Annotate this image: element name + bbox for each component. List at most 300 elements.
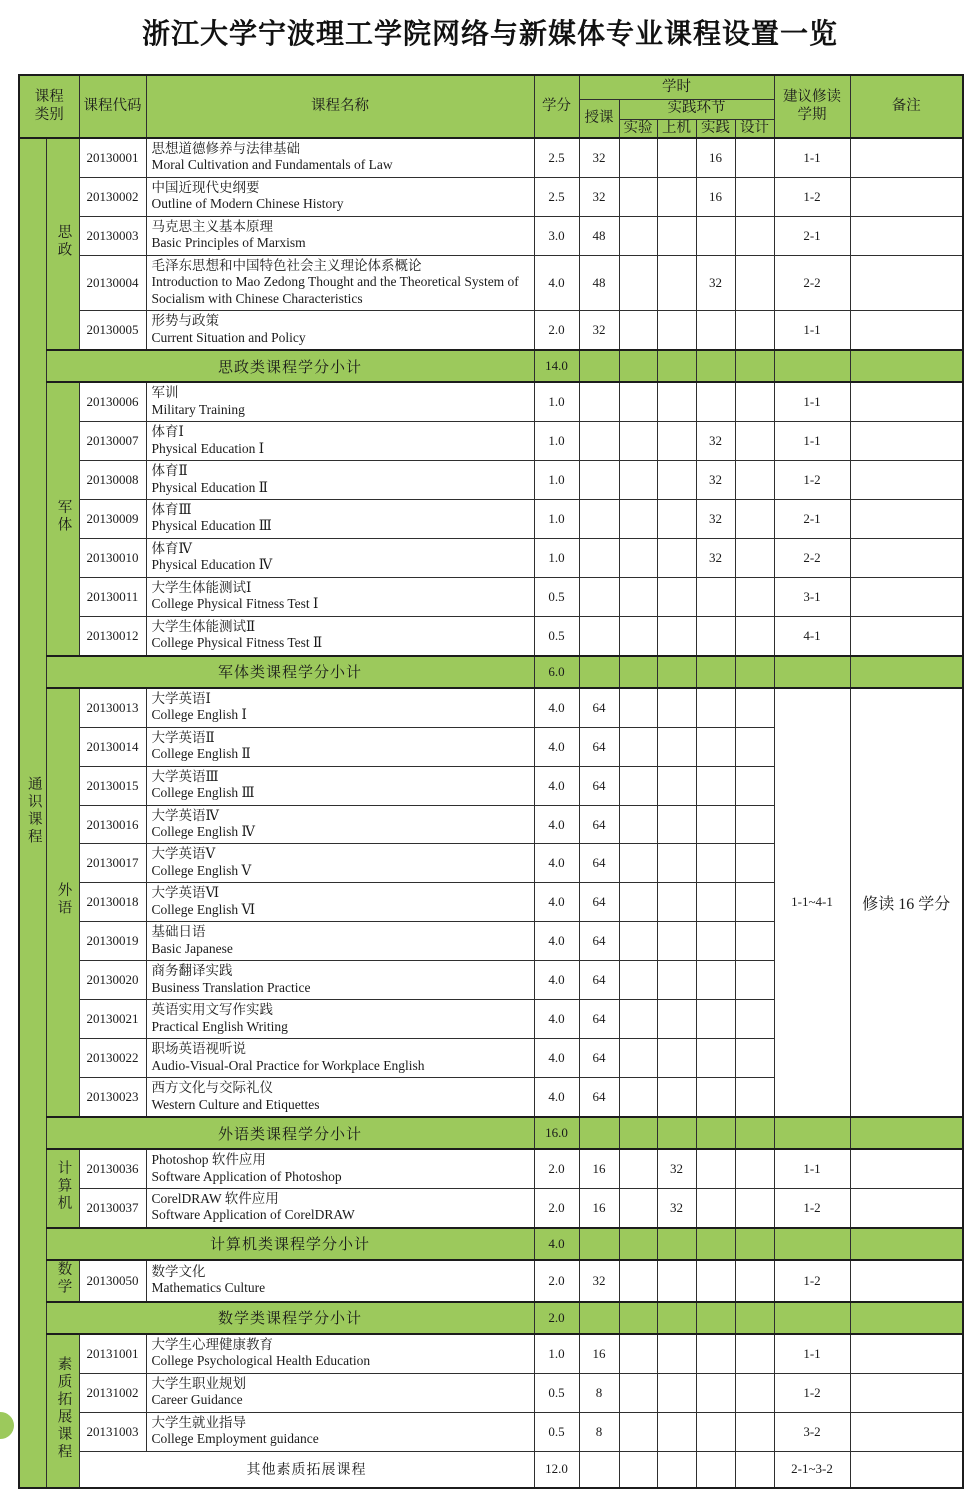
cell-notes xyxy=(850,1451,963,1488)
cell-hours-computer xyxy=(657,961,696,1000)
course-name-cn: 基础日语 xyxy=(151,924,206,940)
cell-hours-lecture: 64 xyxy=(579,688,619,727)
cell-hours-practice: 32 xyxy=(696,461,735,500)
course-row xyxy=(19,688,963,727)
cell-hours-practice xyxy=(696,1039,735,1078)
cell-hours-practice xyxy=(696,688,735,727)
cell-course-name xyxy=(146,805,534,844)
course-row xyxy=(19,311,963,350)
cell-hours-credits: 0.5 xyxy=(534,577,579,616)
course-row xyxy=(19,422,963,461)
cell-hours-lecture: 16 xyxy=(579,1334,619,1373)
cell-course-code: 20130037 xyxy=(79,1188,146,1227)
cell-hours-credits: 1.0 xyxy=(534,461,579,500)
course-name-en: Basic Japanese xyxy=(151,940,233,956)
course-name-en: College Psychological Health Education xyxy=(151,1353,371,1369)
cell-hours-computer xyxy=(657,688,696,727)
cell-hours-design xyxy=(735,883,774,922)
cell-hours-credits: 4.0 xyxy=(534,883,579,922)
subtotal-credits: 4.0 xyxy=(534,1228,579,1260)
cell-hours-experiment xyxy=(619,422,657,461)
cell-course-name xyxy=(146,538,534,577)
subtotal-credits: 2.0 xyxy=(534,1302,579,1334)
cell-hours-practice xyxy=(696,805,735,844)
cell-notes xyxy=(850,461,963,500)
cell-course-name xyxy=(146,255,534,310)
subtotal-row xyxy=(19,350,963,382)
cell-hours-credits: 1.0 xyxy=(534,422,579,461)
cell-hours-experiment xyxy=(619,1334,657,1373)
cell-course-code: 20130050 xyxy=(79,1260,146,1302)
cell-semester: 1-2 xyxy=(774,1188,850,1227)
course-name-cn: 大学生心理健康教育 xyxy=(151,1336,273,1352)
cell-hours-computer xyxy=(657,177,696,216)
course-name-en: College English Ⅴ xyxy=(151,862,252,878)
cell-category-group-label: 通识课程 xyxy=(25,775,42,846)
cell-hours-practice: 32 xyxy=(696,255,735,310)
subtotal-empty-cell xyxy=(657,1117,696,1149)
cell-course-code: 20130016 xyxy=(79,805,146,844)
cell-course-code: 20130020 xyxy=(79,961,146,1000)
course-name-en: College English Ⅲ xyxy=(151,785,255,801)
cell-hours-computer: 32 xyxy=(657,1149,696,1188)
cell-hours-experiment xyxy=(619,1373,657,1412)
other-courses-label: 其他素质拓展课程 xyxy=(79,1451,534,1488)
cell-course-name xyxy=(146,1149,534,1188)
cell-semester: 3-1 xyxy=(774,577,850,616)
cell-hours-experiment xyxy=(619,1039,657,1078)
subtotal-empty-cell xyxy=(735,350,774,382)
cell-course-name xyxy=(146,138,534,177)
other-courses-row xyxy=(19,1451,963,1488)
cell-hours-practice xyxy=(696,577,735,616)
other-courses-empty-cell xyxy=(657,1451,696,1488)
cell-hours-lecture xyxy=(579,499,619,538)
course-row xyxy=(19,216,963,255)
cell-hours-lecture: 64 xyxy=(579,727,619,766)
course-name-en: College English Ⅱ xyxy=(151,746,251,762)
cell-hours-lecture: 64 xyxy=(579,883,619,922)
cell-course-code: 20130015 xyxy=(79,766,146,805)
subtotal-label: 思政类课程学分小计 xyxy=(46,350,534,382)
cell-semester: 1-1 xyxy=(774,422,850,461)
cell-course-name xyxy=(146,1412,534,1451)
cell-hours-practice: 32 xyxy=(696,422,735,461)
cell-hours-lecture: 16 xyxy=(579,1149,619,1188)
cell-hours-experiment xyxy=(619,961,657,1000)
subtotal-empty-cell xyxy=(850,656,963,688)
cell-hours-design xyxy=(735,1188,774,1227)
course-row xyxy=(19,255,963,310)
subtotal-empty-cell xyxy=(696,1117,735,1149)
course-row xyxy=(19,538,963,577)
cell-notes xyxy=(850,216,963,255)
cell-hours-lecture: 8 xyxy=(579,1373,619,1412)
course-name-cn: 大学英语Ⅲ xyxy=(151,768,219,784)
cell-notes: 修读 16 学分 xyxy=(850,688,963,1117)
course-row xyxy=(19,138,963,177)
subtotal-credits: 16.0 xyxy=(534,1117,579,1149)
cell-hours-credits: 1.0 xyxy=(534,1334,579,1373)
cell-hours-credits: 4.0 xyxy=(534,1078,579,1117)
cell-course-code: 20130003 xyxy=(79,216,146,255)
subtotal-empty-cell xyxy=(735,1117,774,1149)
header-computer: 上机 xyxy=(657,119,696,138)
cell-course-code: 20130036 xyxy=(79,1149,146,1188)
course-name-en: Physical Education Ⅱ xyxy=(151,479,268,495)
cell-category xyxy=(46,688,79,1117)
cell-hours-experiment xyxy=(619,922,657,961)
cell-category-label: 计算机 xyxy=(55,1159,72,1213)
cell-hours-design xyxy=(735,961,774,1000)
cell-notes xyxy=(850,1373,963,1412)
cell-course-name xyxy=(146,1373,534,1412)
cell-hours-practice xyxy=(696,922,735,961)
cell-notes xyxy=(850,177,963,216)
course-name-cn: 英语实用文写作实践 xyxy=(151,1002,273,1018)
cell-semester: 2-1~3-2 xyxy=(774,1451,850,1488)
cell-category xyxy=(46,1149,79,1228)
cell-hours-computer xyxy=(657,1078,696,1117)
cell-course-code: 20130004 xyxy=(79,255,146,310)
cell-hours-design xyxy=(735,844,774,883)
cell-hours-experiment xyxy=(619,1078,657,1117)
cell-course-code: 20131001 xyxy=(79,1334,146,1373)
cell-hours-experiment xyxy=(619,499,657,538)
cell-hours-credits: 4.0 xyxy=(534,688,579,727)
cell-hours-lecture xyxy=(579,382,619,421)
course-row xyxy=(19,616,963,655)
cell-hours-lecture: 48 xyxy=(579,255,619,310)
cell-hours-lecture: 64 xyxy=(579,805,619,844)
header-design: 设计 xyxy=(735,119,774,138)
cell-hours-computer xyxy=(657,422,696,461)
cell-hours-credits: 4.0 xyxy=(534,961,579,1000)
cell-course-name xyxy=(146,883,534,922)
cell-hours-credits: 0.5 xyxy=(534,1373,579,1412)
cell-hours-credits: 2.0 xyxy=(534,1188,579,1227)
cell-hours-lecture: 64 xyxy=(579,1000,619,1039)
header-code: 课程代码 xyxy=(79,75,146,138)
cell-hours-practice: 16 xyxy=(696,177,735,216)
cell-hours-lecture xyxy=(579,577,619,616)
subtotal-empty-cell xyxy=(619,1228,657,1260)
cell-hours-design xyxy=(735,1412,774,1451)
cell-course-code: 20130006 xyxy=(79,382,146,421)
subtotal-credits: 14.0 xyxy=(534,350,579,382)
cell-hours-credits: 4.0 xyxy=(534,766,579,805)
subtotal-empty-cell xyxy=(774,350,850,382)
cell-hours-credits: 4.0 xyxy=(534,1000,579,1039)
cell-course-code: 20131003 xyxy=(79,1412,146,1451)
course-name-cn: 大学生体能测试Ⅰ xyxy=(151,579,252,595)
cell-hours-computer xyxy=(657,216,696,255)
cell-hours-practice xyxy=(696,616,735,655)
cell-course-code: 20131002 xyxy=(79,1373,146,1412)
subtotal-row xyxy=(19,656,963,688)
cell-course-name xyxy=(146,766,534,805)
subtotal-credits: 6.0 xyxy=(534,656,579,688)
course-name-cn: 中国近现代史纲要 xyxy=(151,179,260,195)
cell-hours-practice xyxy=(696,844,735,883)
course-row xyxy=(19,1260,963,1302)
cell-hours-experiment xyxy=(619,727,657,766)
cell-hours-experiment xyxy=(619,1260,657,1302)
cell-hours-credits: 4.0 xyxy=(534,1039,579,1078)
cell-semester: 1-1 xyxy=(774,1334,850,1373)
cell-notes xyxy=(850,538,963,577)
cell-hours-experiment xyxy=(619,177,657,216)
subtotal-empty-cell xyxy=(850,1302,963,1334)
cell-hours-computer xyxy=(657,255,696,310)
course-row xyxy=(19,177,963,216)
header-name: 课程名称 xyxy=(146,75,534,138)
cell-hours-design xyxy=(735,727,774,766)
cell-course-code: 20130009 xyxy=(79,499,146,538)
course-name-cn: 数学文化 xyxy=(151,1263,206,1279)
subtotal-empty-cell xyxy=(619,1117,657,1149)
cell-hours-credits: 4.0 xyxy=(534,805,579,844)
cell-course-name xyxy=(146,1000,534,1039)
course-name-cn: 大学英语Ⅰ xyxy=(151,690,211,706)
cell-hours-computer xyxy=(657,922,696,961)
cell-hours-credits: 1.0 xyxy=(534,538,579,577)
header-credits: 学分 xyxy=(534,75,579,138)
cell-hours-practice xyxy=(696,1334,735,1373)
cell-course-name xyxy=(146,1188,534,1227)
subtotal-empty-cell xyxy=(696,1228,735,1260)
header-notes: 备注 xyxy=(850,75,963,138)
cell-hours-design xyxy=(735,1149,774,1188)
cell-hours-computer xyxy=(657,461,696,500)
cell-hours-experiment xyxy=(619,616,657,655)
subtotal-empty-cell xyxy=(657,1228,696,1260)
cell-course-name xyxy=(146,616,534,655)
subtotal-empty-cell xyxy=(657,656,696,688)
cell-hours-design xyxy=(735,805,774,844)
cell-hours-lecture: 64 xyxy=(579,1078,619,1117)
cell-hours-computer xyxy=(657,1412,696,1451)
subtotal-empty-cell xyxy=(579,350,619,382)
course-name-en: Outline of Modern Chinese History xyxy=(151,196,344,212)
cell-course-name xyxy=(146,1039,534,1078)
cell-hours-lecture: 8 xyxy=(579,1412,619,1451)
page-title: 浙江大学宁波理工学院网络与新媒体专业课程设置一览 xyxy=(141,17,838,50)
cell-hours-experiment xyxy=(619,382,657,421)
cell-hours-practice xyxy=(696,1373,735,1412)
course-table xyxy=(18,74,964,1489)
course-row xyxy=(19,577,963,616)
cell-hours-credits: 0.5 xyxy=(534,616,579,655)
course-name-en: Software Application of CorelDRAW xyxy=(151,1207,355,1223)
cell-hours-design xyxy=(735,311,774,350)
cell-hours-lecture: 64 xyxy=(579,1039,619,1078)
subtotal-empty-cell xyxy=(774,1302,850,1334)
other-courses-empty-cell xyxy=(619,1451,657,1488)
course-name-cn: CorelDRAW 软件应用 xyxy=(151,1190,279,1206)
course-name-en: Basic Principles of Marxism xyxy=(151,235,306,251)
cell-hours-computer xyxy=(657,1260,696,1302)
course-name-cn: 大学生职业规划 xyxy=(151,1375,246,1391)
other-courses-empty-cell xyxy=(696,1451,735,1488)
course-name-en: Moral Cultivation and Fundamentals of Law xyxy=(151,157,393,173)
cell-semester: 1-2 xyxy=(774,1260,850,1302)
cell-hours-design xyxy=(735,538,774,577)
subtotal-empty-cell xyxy=(735,1228,774,1260)
subtotal-label: 外语类课程学分小计 xyxy=(46,1117,534,1149)
cell-notes xyxy=(850,499,963,538)
cell-hours-credits: 2.0 xyxy=(534,311,579,350)
cell-course-name xyxy=(146,1334,534,1373)
cell-hours-computer xyxy=(657,1000,696,1039)
cell-hours-practice xyxy=(696,1078,735,1117)
course-name-cn: 体育Ⅳ xyxy=(151,540,192,556)
cell-course-code: 20130023 xyxy=(79,1078,146,1117)
header-practice: 实践 xyxy=(696,119,735,138)
subtotal-label: 数学类课程学分小计 xyxy=(46,1302,534,1334)
cell-semester: 1-1 xyxy=(774,382,850,421)
cell-hours-practice xyxy=(696,1149,735,1188)
other-courses-credits: 12.0 xyxy=(534,1451,579,1488)
course-name-cn: 大学英语Ⅱ xyxy=(151,729,215,745)
cell-hours-design xyxy=(735,1000,774,1039)
subtotal-row xyxy=(19,1117,963,1149)
cell-hours-design xyxy=(735,422,774,461)
cell-hours-practice xyxy=(696,216,735,255)
cell-hours-lecture: 32 xyxy=(579,1260,619,1302)
cell-hours-experiment xyxy=(619,1412,657,1451)
cell-hours-design xyxy=(735,216,774,255)
course-name-cn: 思想道德修养与法律基础 xyxy=(151,141,300,156)
cell-hours-lecture: 32 xyxy=(579,138,619,177)
cell-hours-credits: 2.5 xyxy=(534,138,579,177)
cell-hours-practice xyxy=(696,727,735,766)
course-row xyxy=(19,1149,963,1188)
cell-notes xyxy=(850,1149,963,1188)
cell-course-name xyxy=(146,216,534,255)
cell-semester: 2-1 xyxy=(774,216,850,255)
subtotal-empty-cell xyxy=(850,1117,963,1149)
header-hours: 学时 xyxy=(579,75,774,99)
course-name-cn: 毛泽东思想和中国特色社会主义理论体系概论 xyxy=(151,257,422,273)
course-name-cn: 职场英语视听说 xyxy=(151,1041,246,1057)
cell-hours-lecture: 64 xyxy=(579,766,619,805)
cell-hours-computer xyxy=(657,499,696,538)
cell-hours-design xyxy=(735,177,774,216)
cell-hours-practice xyxy=(696,883,735,922)
cell-hours-computer xyxy=(657,883,696,922)
course-name-en: College English Ⅳ xyxy=(151,824,255,839)
course-name-cn: 大学英语Ⅴ xyxy=(151,846,216,862)
course-name-cn: 大学英语Ⅳ xyxy=(151,807,219,823)
cell-hours-lecture: 32 xyxy=(579,177,619,216)
course-name-en: College Employment guidance xyxy=(151,1431,319,1447)
cell-category xyxy=(46,382,79,656)
subtotal-empty-cell xyxy=(619,656,657,688)
cell-hours-experiment xyxy=(619,766,657,805)
header-practice-group: 实践环节 xyxy=(619,99,774,119)
cell-hours-computer xyxy=(657,805,696,844)
cell-hours-experiment xyxy=(619,311,657,350)
cell-hours-experiment xyxy=(619,1188,657,1227)
cell-hours-design xyxy=(735,138,774,177)
subtotal-empty-cell xyxy=(735,1302,774,1334)
cell-notes xyxy=(850,255,963,310)
cell-hours-design xyxy=(735,461,774,500)
cell-course-code: 20130002 xyxy=(79,177,146,216)
cell-hours-computer xyxy=(657,727,696,766)
cell-hours-credits: 4.0 xyxy=(534,255,579,310)
cell-course-name xyxy=(146,382,534,421)
cell-course-name xyxy=(146,844,534,883)
subtotal-empty-cell xyxy=(579,1302,619,1334)
cell-hours-computer: 32 xyxy=(657,1188,696,1227)
course-name-en: College Physical Fitness Test Ⅱ xyxy=(151,635,323,651)
cell-hours-lecture: 64 xyxy=(579,961,619,1000)
cell-hours-practice: 16 xyxy=(696,138,735,177)
cell-hours-lecture: 48 xyxy=(579,216,619,255)
course-row xyxy=(19,1373,963,1412)
cell-hours-computer xyxy=(657,577,696,616)
cell-hours-credits: 2.5 xyxy=(534,177,579,216)
subtotal-empty-cell xyxy=(579,1117,619,1149)
cell-hours-experiment xyxy=(619,461,657,500)
cell-hours-lecture: 64 xyxy=(579,844,619,883)
cell-hours-computer xyxy=(657,311,696,350)
cell-hours-practice xyxy=(696,766,735,805)
cell-hours-design xyxy=(735,1334,774,1373)
cell-semester: 1-1 xyxy=(774,138,850,177)
course-row xyxy=(19,1188,963,1227)
header-experiment: 实验 xyxy=(619,119,657,138)
cell-course-name xyxy=(146,961,534,1000)
header-semester xyxy=(774,75,850,138)
course-row xyxy=(19,499,963,538)
cell-semester: 3-2 xyxy=(774,1412,850,1451)
cell-category-label: 素质拓展课程 xyxy=(55,1356,72,1462)
cell-semester: 1-1 xyxy=(774,311,850,350)
subtotal-label: 军体类课程学分小计 xyxy=(46,656,534,688)
cell-category-label: 思政 xyxy=(55,224,72,260)
cell-hours-practice: 32 xyxy=(696,538,735,577)
subtotal-empty-cell xyxy=(579,1228,619,1260)
cell-course-code: 20130021 xyxy=(79,1000,146,1039)
cell-hours-practice xyxy=(696,1188,735,1227)
cell-hours-lecture xyxy=(579,616,619,655)
course-name-en: Introduction to Mao Zedong Thought and the Theoretical System of Socialism with Chinese Characteristics xyxy=(151,274,519,306)
cell-semester: 2-2 xyxy=(774,255,850,310)
cell-hours-computer xyxy=(657,538,696,577)
cell-hours-design xyxy=(735,255,774,310)
course-name-en: College English Ⅵ xyxy=(151,901,256,917)
cell-notes xyxy=(850,1188,963,1227)
course-name-en: Physical Education Ⅲ xyxy=(151,518,272,534)
cell-hours-practice xyxy=(696,1000,735,1039)
course-name-en: Software Application of Photoshop xyxy=(151,1168,342,1184)
course-name-en: College Physical Fitness Test Ⅰ xyxy=(151,596,319,612)
cell-hours-lecture xyxy=(579,422,619,461)
cell-category xyxy=(46,1260,79,1302)
subtotal-row xyxy=(19,1228,963,1260)
course-row xyxy=(19,461,963,500)
cell-hours-design xyxy=(735,382,774,421)
cell-hours-practice xyxy=(696,1412,735,1451)
course-name-en: Business Translation Practice xyxy=(151,979,311,995)
cell-notes xyxy=(850,1412,963,1451)
course-name-cn: 商务翻译实践 xyxy=(151,963,233,979)
cell-category-label: 外语 xyxy=(55,882,72,918)
cell-course-code: 20130005 xyxy=(79,311,146,350)
